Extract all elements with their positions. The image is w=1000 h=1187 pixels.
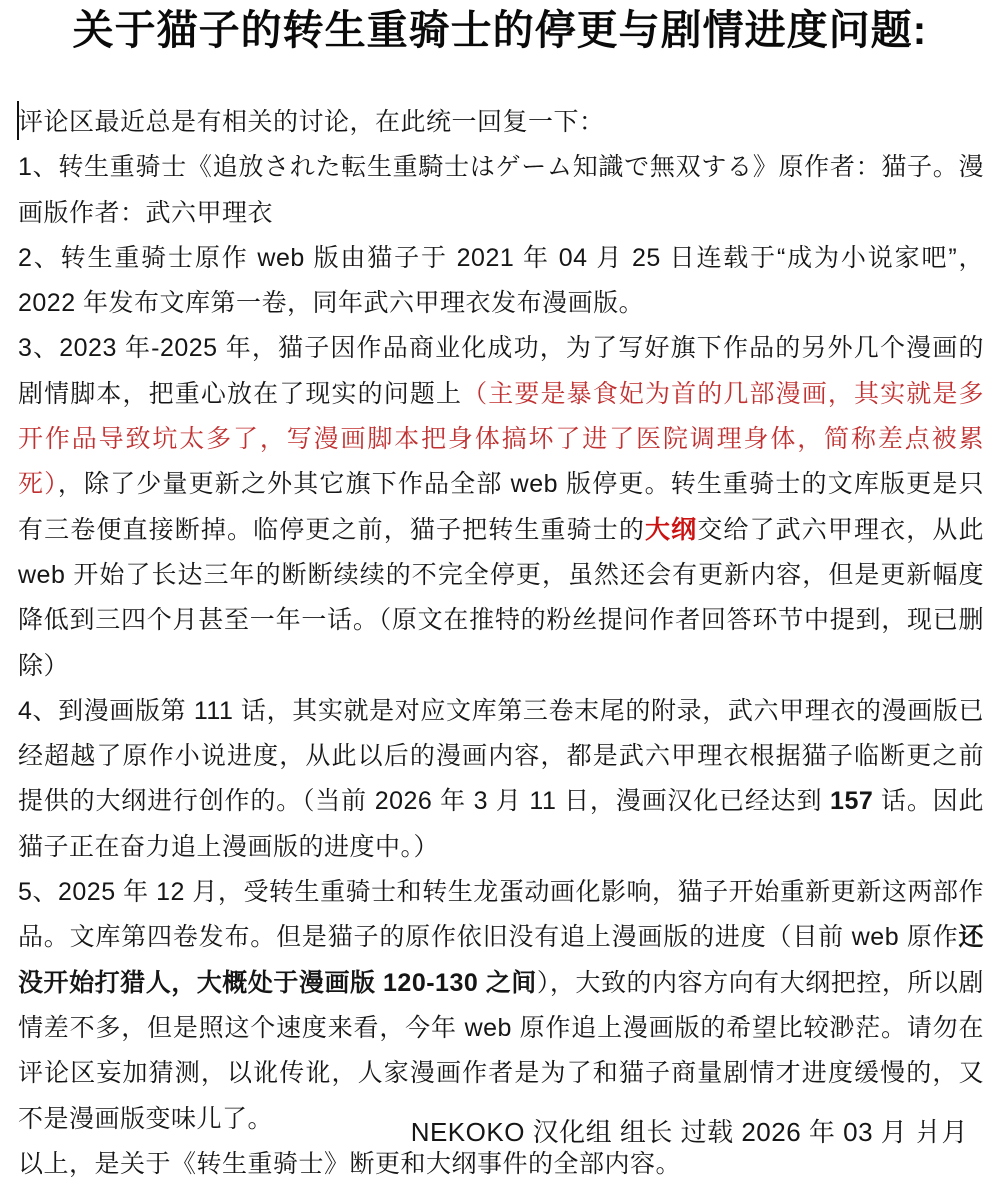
text-run: 5、2025 年 12 月，受转生重骑士和转生龙蛋动画化影响，猫子开始重新更新这两部作品。文库第四卷发布。但是猫子的原作依旧没有追上漫画版的进度（目前 web 原作 — [18, 878, 984, 952]
paragraph — [18, 236, 984, 327]
text-run: 4、到漫画版第 111 话，其实就是对应文库第三卷末尾的附录，武六甲理衣的漫画版已经超越了原作小说进度，从此以后的漫画内容，都是武六甲理衣根据猫子临断更之前提供的大纲进行创作的。（当前 2026 年 3 月 11 日，漫画汉化已经达到 — [18, 696, 984, 816]
text-run: 评论区最近总是有相关的讨论，在此统一回复一下： — [18, 108, 605, 136]
text-run: 大纲 — [644, 515, 698, 544]
paragraph — [18, 689, 984, 870]
text-run: 3、2023 年-2025 年，猫子因作品商业化成功，为了写好旗下作品的另外几个漫画的剧情脚本，把重心放在了现实的问题上 — [18, 334, 984, 408]
paragraph — [18, 100, 984, 145]
text-run: ），大致的内容方向有大纲把控，所以剧情差不多，但是照这个速度来看，今年 web 原作追上漫画版的希望比较渺茫。请勿在评论区妄加猜测，以讹传讹，人家漫画作者是为了和猫子商量剧情才进度缓慢的，又不是漫画版变味儿了。 — [18, 968, 984, 1133]
text-run: 2、转生重骑士原作 web 版由猫子于 2021 年 04 月 25 日连载于“成为小说家吧”，2022 年发布文库第一卷，同年武六甲理衣发布漫画版。 — [18, 243, 984, 318]
text-run: 157 — [830, 787, 874, 816]
paragraph — [18, 870, 984, 1142]
signature: NEKOKO 汉化组 组长 过载 2026 年 03 月 爿月 — [410, 1117, 968, 1147]
text-run: 以上，是关于《转生重骑士》断更和大纲事件的全部内容。 — [18, 1149, 682, 1178]
paragraph — [18, 326, 992, 688]
text-run: 话。因此猫子正在奋力追上漫画版的进度中。） — [18, 787, 984, 861]
page-title: 关于猫子的转生重骑士的停更与剧情进度问题: — [72, 7, 928, 53]
text-run: ，除了少量更新之外其它旗下作品全部 web 版停更。转生重骑士的文库版更是只有三卷便直接断掉。临停更之前，猫子把转生重骑士的 — [18, 470, 984, 544]
paragraph — [18, 145, 984, 236]
text-run: 还没开始打猎人，大概处于漫画版 120-130 之间 — [18, 923, 984, 997]
document-body[interactable] — [18, 100, 992, 1187]
text-run: （主要是暴食妃为首的几部漫画，其实就是多开作品导致坑太多了，写漫画脚本把身体搞坏了进了医院调理身体，简称差点被累死） — [18, 379, 984, 499]
text-run: 1、转生重骑士《追放された転生重騎士はゲーム知識で無双する》原作者：猫子。漫画版作者：武六甲理衣 — [18, 153, 984, 227]
text-run: 交给了武六甲理衣，从此 web 开始了长达三年的断断续续的不完全停更，虽然还会有更新内容，但是更新幅度降低到三四个月甚至一年一话。（原文在推特的粉丝提问作者回答环节中提到，现已删除） — [18, 515, 992, 680]
